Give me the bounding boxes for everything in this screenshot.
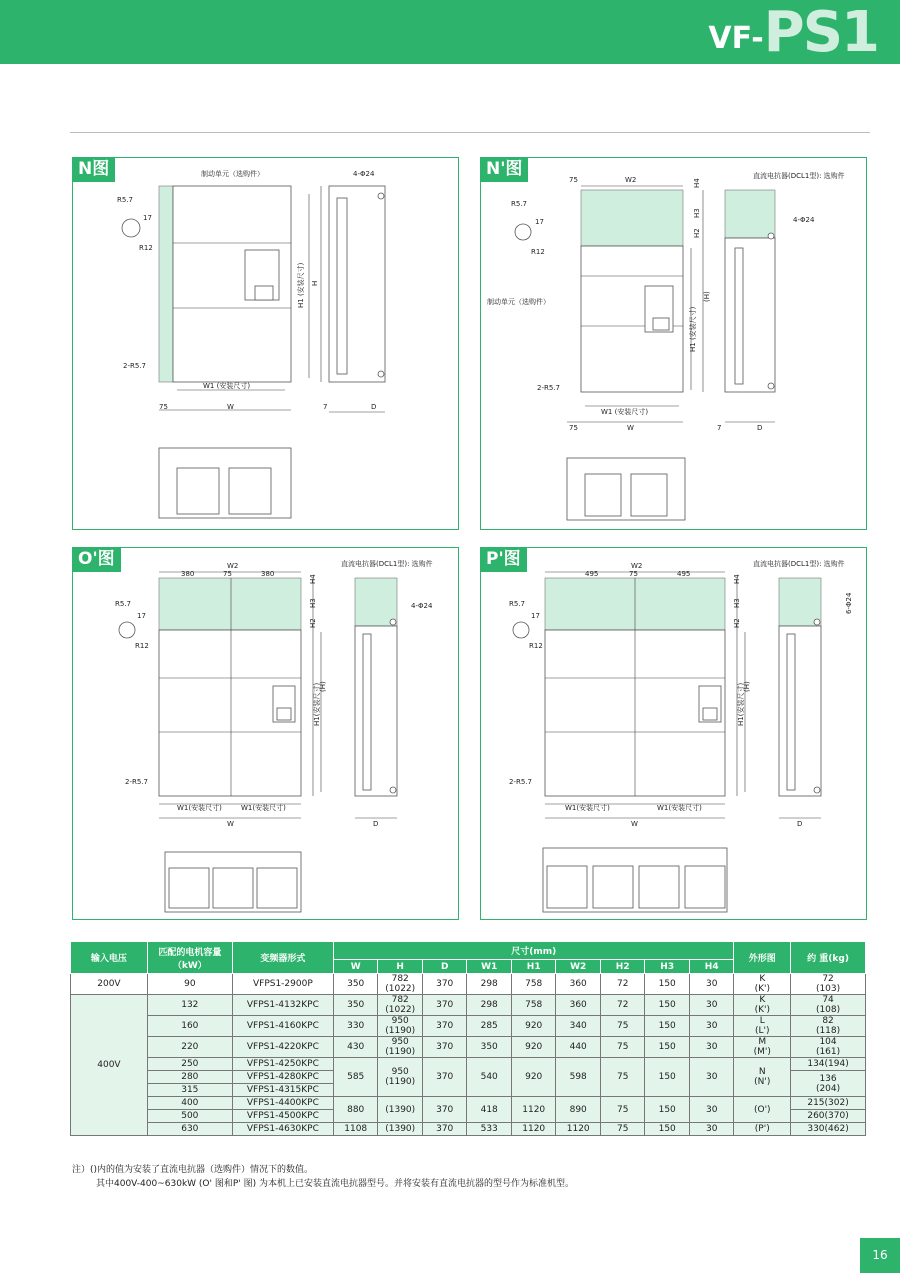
panel-p-prime-label-11: 6-Φ24 [845,592,853,614]
th-motor [147,942,232,974]
cell-voltage: 200V [71,974,148,995]
panel-p-prime [480,547,867,920]
cell-shape [734,974,791,995]
cell-shape: (P') [734,1123,791,1136]
cell-shape [734,1037,791,1058]
th-w: W [333,960,378,974]
th-weight: 约 重(kg) [791,942,866,974]
cell-h2: 75 [600,1037,645,1058]
cell-d: 370 [422,1123,467,1136]
cell-model: VFPS1-4160KPC [232,1016,333,1037]
panel-p-prime-label-7: 17 [531,612,540,620]
cell-shape [734,995,791,1016]
cell-weight [791,1037,866,1058]
cell-h-a: 950 [391,1016,409,1026]
panel-n-label-2: R5.7 [117,196,133,204]
cell-h-a: 950 [391,1067,409,1077]
cell-weight [791,1071,866,1097]
cell-h3: 150 [645,1123,690,1136]
th-h2: H2 [600,960,645,974]
panel-n-prime-label-15: 75 [569,424,578,432]
logo-prefix: VF- [708,21,764,56]
cell-h4: 30 [689,1016,734,1037]
panel-p-prime-label-13: H1(安装尺寸) [737,682,745,726]
cell-weight [791,1016,866,1037]
panel-n-prime-tag: N'图 [480,157,528,182]
page-number: 16 [860,1238,900,1273]
panel-o-prime-label-14: 2-R5.7 [125,778,148,786]
cell-weight: 260(370) [791,1110,866,1123]
cell-h1: 758 [511,995,556,1016]
cell-h4: 30 [689,1058,734,1097]
panel-n-prime-label-6: R12 [531,248,545,256]
cell-kw: 220 [147,1037,232,1058]
cell-h2: 72 [600,995,645,1016]
cell-h4: 30 [689,1097,734,1123]
cell-kw: 250 [147,1058,232,1071]
cell-shape-b: (K') [754,984,770,994]
cell-weight: 134(194) [791,1058,866,1071]
panel-p-prime-drawing [481,548,868,921]
cell-model: VFPS1-4280KPC [232,1071,333,1084]
cell-weight: 215(302) [791,1097,866,1110]
cell-h4: 30 [689,1037,734,1058]
panel-n-label-9: 75 [159,403,168,411]
footnotes [72,1163,574,1191]
th-d: D [422,960,467,974]
cell-weight-b: (108) [815,1005,841,1015]
panel-o-prime-label-18: D [373,820,379,828]
th-motor-unit: （kW） [172,960,207,971]
cell-w2: 598 [556,1058,601,1097]
panel-o-prime-tag: O'图 [72,547,121,572]
panel-p-prime-label-1: 495 [585,570,599,578]
cell-d: 370 [422,995,467,1016]
cell-w2: 360 [556,995,601,1016]
cell-model: VFPS1-4315KPC [232,1084,333,1097]
cell-weight-b: (161) [815,1047,841,1057]
cell-w: 430 [333,1037,378,1058]
cell-h-b: (1022) [385,1005,416,1015]
cell-w1: 285 [467,1016,512,1037]
cell-kw: 132 [147,995,232,1016]
cell-w: 585 [333,1058,378,1097]
panel-n-prime-label-2: H4 [693,178,701,188]
cell-h [378,995,423,1016]
cell-shape-a: K [759,974,766,984]
panel-o-prime-label-5: 直流电抗器(DCL1型): 选购件 [341,560,433,568]
cell-w1: 540 [467,1058,512,1097]
cell-w1: 298 [467,974,512,995]
cell-d: 370 [422,1058,467,1097]
table-row [71,995,866,1016]
cell-weight: 330(462) [791,1123,866,1136]
panel-o-prime-label-12: (H) [319,681,327,692]
panel-p-prime-label-8: R12 [529,642,543,650]
panel-n-prime-label-3: 直流电抗器(DCL1型): 选购件 [753,172,845,180]
cell-h-b: (1190) [385,1077,416,1087]
cell-h2: 75 [600,1058,645,1097]
panel-o-prime-label-16: W1(安装尺寸) [241,804,286,812]
cell-shape-b: (L') [755,1026,770,1036]
panel-p-prime-label-16: W1(安装尺寸) [657,804,702,812]
cell-h-b: (1190) [385,1026,416,1036]
cell-model: VFPS1-4250KPC [232,1058,333,1071]
panel-n-label-3: 17 [143,214,152,222]
cell-h1: 920 [511,1037,556,1058]
cell-shape [734,1058,791,1097]
panel-n-label-1: 4-Φ24 [353,170,375,178]
note-line-2: 其中400V-400~630kW (O' 图和P' 图) 为本机上已安装直流电抗器型号。并将安装有直流电抗器的型号作为标准机型。 [96,1179,574,1189]
cell-h2: 72 [600,974,645,995]
th-voltage: 输入电压 [71,942,148,974]
cell-w1: 298 [467,995,512,1016]
cell-weight [791,995,866,1016]
panel-o-prime-label-10: H2 [309,618,317,628]
cell-h1: 1120 [511,1123,556,1136]
table-row [71,974,866,995]
cell-model: VFPS1-4630KPC [232,1123,333,1136]
panel-p-prime-label-6: R5.7 [509,600,525,608]
th-h4: H4 [689,960,734,974]
cell-h3: 150 [645,974,690,995]
th-w1: W1 [467,960,512,974]
cell-voltage-400: 400V [71,995,148,1136]
note-line-1: 注）()内的值为安装了直流电抗器（选购件）情况下的数值。 [72,1165,314,1175]
cell-model: VFPS1-2900P [232,974,333,995]
panel-n-label-8: W1 (安装尺寸) [203,382,251,390]
panel-o-prime-label-0: W2 [227,562,239,570]
cell-model: VFPS1-4220KPC [232,1037,333,1058]
table-row [71,1097,866,1110]
cell-w2: 340 [556,1016,601,1037]
cell-w: 350 [333,995,378,1016]
cell-shape-a: L [759,1016,765,1026]
panel-o-prime-label-3: 380 [261,570,275,578]
cell-h-a: 782 [391,995,409,1005]
cell-shape-a: N [758,1067,766,1077]
panel-p-prime-label-10: H2 [733,618,741,628]
header-divider [70,132,870,133]
cell-kw: 160 [147,1016,232,1037]
panel-n-prime-label-10: 制动单元（选购件） [487,298,550,306]
panel-n-label-6: H [311,280,319,286]
cell-h3: 150 [645,1037,690,1058]
th-h1: H1 [511,960,556,974]
cell-h: (1390) [378,1123,423,1136]
panel-p-prime-label-5: 直流电抗器(DCL1型): 选购件 [753,560,845,568]
panel-p-prime-label-17: W [631,820,638,828]
cell-h4: 30 [689,974,734,995]
cell-weight-a: 136 [819,1073,837,1084]
panel-p-prime-label-0: W2 [631,562,643,570]
cell-h [378,1037,423,1058]
panel-n-tag: N图 [72,157,115,182]
panel-p-prime-label-2: 75 [629,570,638,578]
panel-n-prime [480,157,867,530]
cell-shape-b: (K') [754,1005,770,1015]
panel-n-prime-label-17: 7 [717,424,722,432]
cell-shape-b: (M') [753,1047,771,1057]
th-shape: 外形图 [734,942,791,974]
panel-n-prime-label-13: 2-R5.7 [537,384,560,392]
panel-n-prime-label-1: W2 [625,176,637,184]
panel-n-prime-label-5: 17 [535,218,544,226]
panel-p-prime-label-14: 2-R5.7 [509,778,532,786]
cell-weight-a: 72 [822,974,834,984]
cell-h3: 150 [645,995,690,1016]
cell-shape-b: (N') [754,1077,771,1087]
panel-o-prime-label-17: W [227,820,234,828]
panel-p-prime-label-15: W1(安装尺寸) [565,804,610,812]
panel-n-label-10: W [227,403,234,411]
cell-weight [791,974,866,995]
th-w2: W2 [556,960,601,974]
cell-kw: 315 [147,1084,232,1097]
panel-n-label-5: H1 (安装尺寸) [297,262,305,308]
cell-weight-a: 74 [822,995,834,1005]
panel-n-label-0: 制动单元（选购件） [201,170,264,178]
cell-kw: 630 [147,1123,232,1136]
panel-n-prime-label-16: W [627,424,634,432]
cell-shape [734,1016,791,1037]
cell-kw: 280 [147,1071,232,1084]
cell-h3: 150 [645,1016,690,1037]
cell-model: VFPS1-4500KPC [232,1110,333,1123]
table-row [71,1037,866,1058]
th-motor-label: 匹配的电机容量 [158,947,222,958]
panel-o-prime-drawing [73,548,460,921]
cell-d: 370 [422,1016,467,1037]
cell-weight-a: 82 [822,1016,834,1026]
cell-w2: 890 [556,1097,601,1123]
panel-o-prime-label-13: H1(安装尺寸) [313,682,321,726]
cell-w: 880 [333,1097,378,1123]
cell-h-a: 950 [391,1037,409,1047]
panel-p-prime-tag: P'图 [480,547,527,572]
th-dims: 尺寸(mm) [333,942,734,960]
panel-o-prime-label-6: R5.7 [115,600,131,608]
panel-p-prime-label-3: 495 [677,570,691,578]
panel-o-prime-label-15: W1(安装尺寸) [177,804,222,812]
panel-o-prime-label-2: 75 [223,570,232,578]
panel-n-label-11: 7 [323,403,328,411]
cell-model: VFPS1-4400KPC [232,1097,333,1110]
cell-h: (1390) [378,1097,423,1123]
cell-h1: 1120 [511,1097,556,1123]
panel-p-prime-label-18: D [797,820,803,828]
cell-kw: 500 [147,1110,232,1123]
cell-h2: 75 [600,1123,645,1136]
cell-h-b: (1190) [385,1047,416,1057]
cell-shape: (O') [734,1097,791,1123]
th-h: H [378,960,423,974]
panel-o-prime-label-8: R12 [135,642,149,650]
cell-w: 1108 [333,1123,378,1136]
panel-o-prime-label-9: H3 [309,598,317,608]
cell-kw: 90 [147,974,232,995]
cell-w2: 360 [556,974,601,995]
cell-w2: 440 [556,1037,601,1058]
cell-weight-b: (204) [815,1083,841,1094]
cell-shape-a: K [759,995,766,1005]
panel-n-prime-label-12: H1 (安装尺寸) [689,306,697,352]
panel-n-label-7: 2-R5.7 [123,362,146,370]
panel-n-prime-label-0: 75 [569,176,578,184]
th-model: 变频器形式 [232,942,333,974]
cell-h2: 75 [600,1016,645,1037]
panel-n-prime-label-18: D [757,424,763,432]
cell-weight-b: (118) [815,1026,841,1036]
panel-n-prime-label-8: H2 [693,228,701,238]
panel-n-prime-drawing [481,158,868,531]
cell-d: 370 [422,1097,467,1123]
cell-h4: 30 [689,995,734,1016]
vf-ps1-logo [708,0,878,65]
panel-p-prime-label-9: H3 [733,598,741,608]
table-row [71,1123,866,1136]
cell-h3: 150 [645,1058,690,1097]
cell-w: 330 [333,1016,378,1037]
cell-h1: 920 [511,1016,556,1037]
panel-n-prime-label-9: 4-Φ24 [793,216,815,224]
cell-weight-b: (103) [815,984,841,994]
cell-w2: 1120 [556,1123,601,1136]
table-row [71,1058,866,1071]
cell-weight-a: 104 [819,1037,837,1047]
panel-n-prime-label-11: (H) [703,291,711,302]
panel-o-prime-label-4: H4 [309,574,317,584]
cell-w: 350 [333,974,378,995]
cell-h1: 920 [511,1058,556,1097]
panel-n-prime-label-4: R5.7 [511,200,527,208]
cell-h [378,1058,423,1097]
cell-d: 370 [422,974,467,995]
cell-h-a: 782 [391,974,409,984]
cell-h1: 758 [511,974,556,995]
panel-n-prime-label-7: H3 [693,208,701,218]
panel-p-prime-label-12: (H) [743,681,751,692]
cell-h3: 150 [645,1097,690,1123]
cell-w1: 350 [467,1037,512,1058]
cell-w1: 418 [467,1097,512,1123]
page-header [0,0,900,64]
panel-n-prime-label-14: W1 (安装尺寸) [601,408,649,416]
panel-o-prime-label-11: 4-Φ24 [411,602,433,610]
panel-p-prime-label-4: H4 [733,574,741,584]
cell-h-b: (1022) [385,984,416,994]
cell-h [378,974,423,995]
cell-kw: 400 [147,1097,232,1110]
spec-table [70,941,866,1136]
panel-n-drawing [73,158,460,531]
cell-d: 370 [422,1037,467,1058]
cell-model: VFPS1-4132KPC [232,995,333,1016]
cell-w1: 533 [467,1123,512,1136]
panel-n-label-4: R12 [139,244,153,252]
cell-h [378,1016,423,1037]
th-h3: H3 [645,960,690,974]
cell-h4: 30 [689,1123,734,1136]
cell-shape-a: M [758,1037,767,1047]
logo-model: PS1 [763,0,878,65]
panel-o-prime-label-7: 17 [137,612,146,620]
table-row [71,1016,866,1037]
panel-n [72,157,459,530]
panel-o-prime-label-1: 380 [181,570,195,578]
panel-n-label-12: D [371,403,377,411]
panel-o-prime [72,547,459,920]
cell-h2: 75 [600,1097,645,1123]
